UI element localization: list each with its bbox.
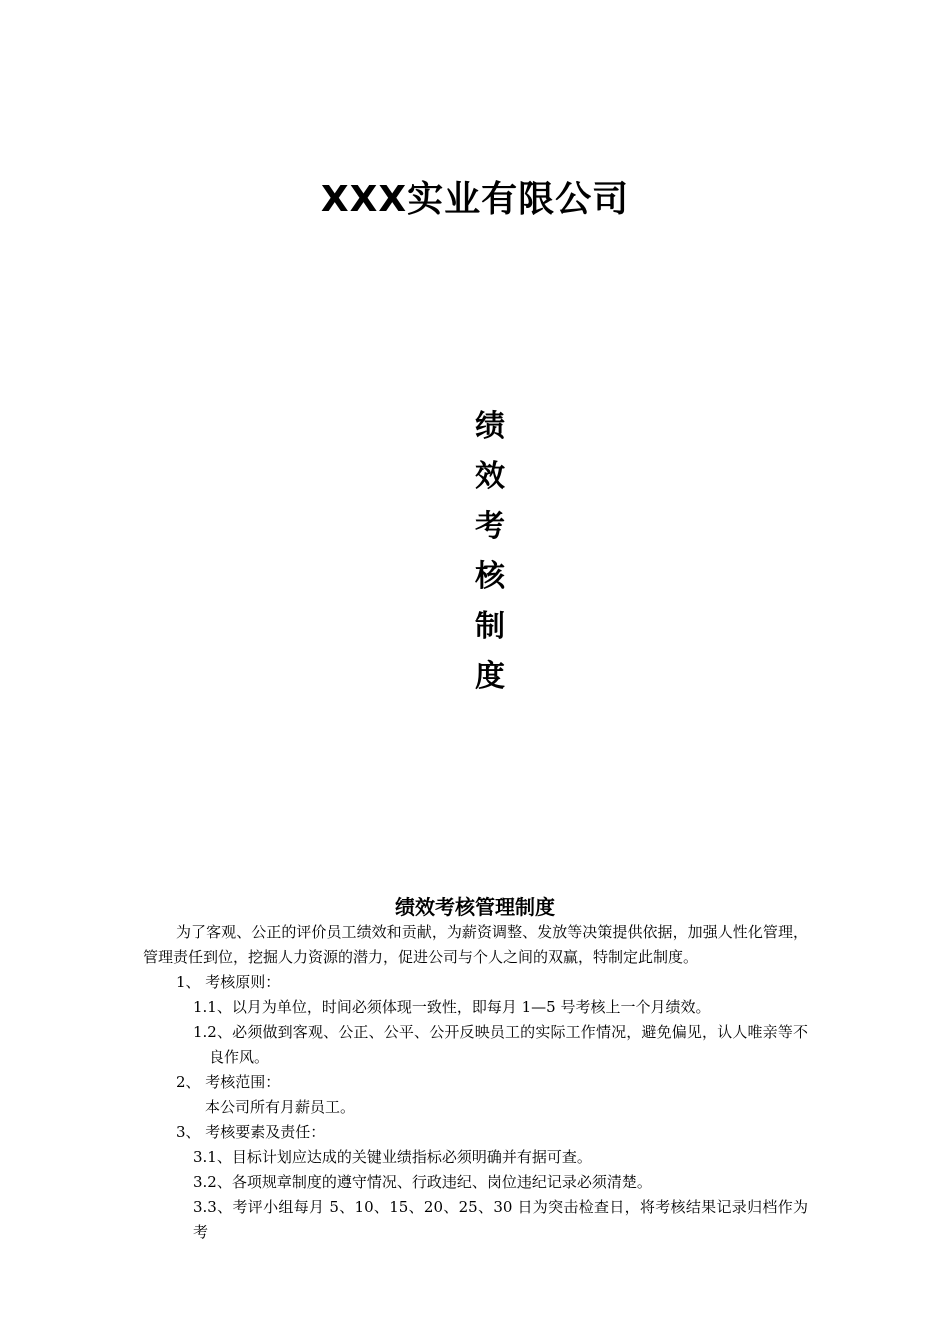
section-2-title: 2、 考核范围：	[176, 1073, 281, 1091]
vertical-title-char: 考	[475, 509, 505, 544]
section-3-item: 3.2、各项规章制度的遵守情况、行政违纪、岗位违纪记录必须清楚。	[193, 1173, 652, 1191]
section-1-title: 1、 考核原则：	[176, 973, 281, 991]
document-heading: 绩效考核管理制度	[395, 895, 555, 919]
section-3-title: 3、 考核要素及责任：	[176, 1123, 326, 1141]
section-1-item: 1.1、以月为单位，时间必须体现一致性，即每月 1—5 号考核上一个月绩效。	[193, 998, 711, 1016]
vertical-title-char: 度	[475, 659, 505, 694]
vertical-title-char: 制	[475, 609, 505, 644]
section-1-item: 1.2、必须做到客观、公正、公平、公开反映员工的实际工作情况，避免偏见，认人唯亲等不良作风。	[193, 1023, 808, 1066]
section-3-item: 3.3、考评小组每月 5、10、15、20、25、30 日为突击检查日，将考核结果记录归档作为考	[193, 1198, 808, 1241]
section-2-text: 本公司所有月薪员工。	[205, 1098, 356, 1116]
company-name: XXX实业有限公司	[320, 179, 630, 220]
vertical-title	[445, 402, 535, 702]
section-3-item: 3.1、目标计划应达成的关键业绩指标必须明确并有据可查。	[193, 1148, 592, 1166]
vertical-title-char: 核	[475, 559, 505, 594]
vertical-title-char: 效	[475, 459, 505, 494]
document-body	[143, 920, 808, 1245]
vertical-title-char: 绩	[475, 409, 505, 444]
intro-paragraph: 为了客观、公正的评价员工绩效和贡献，为薪资调整、发放等决策提供依据，加强人性化管理，管理责任到位，挖掘人力资源的潜力，促进公司与个人之间的双赢，特制定此制度。	[143, 923, 808, 966]
